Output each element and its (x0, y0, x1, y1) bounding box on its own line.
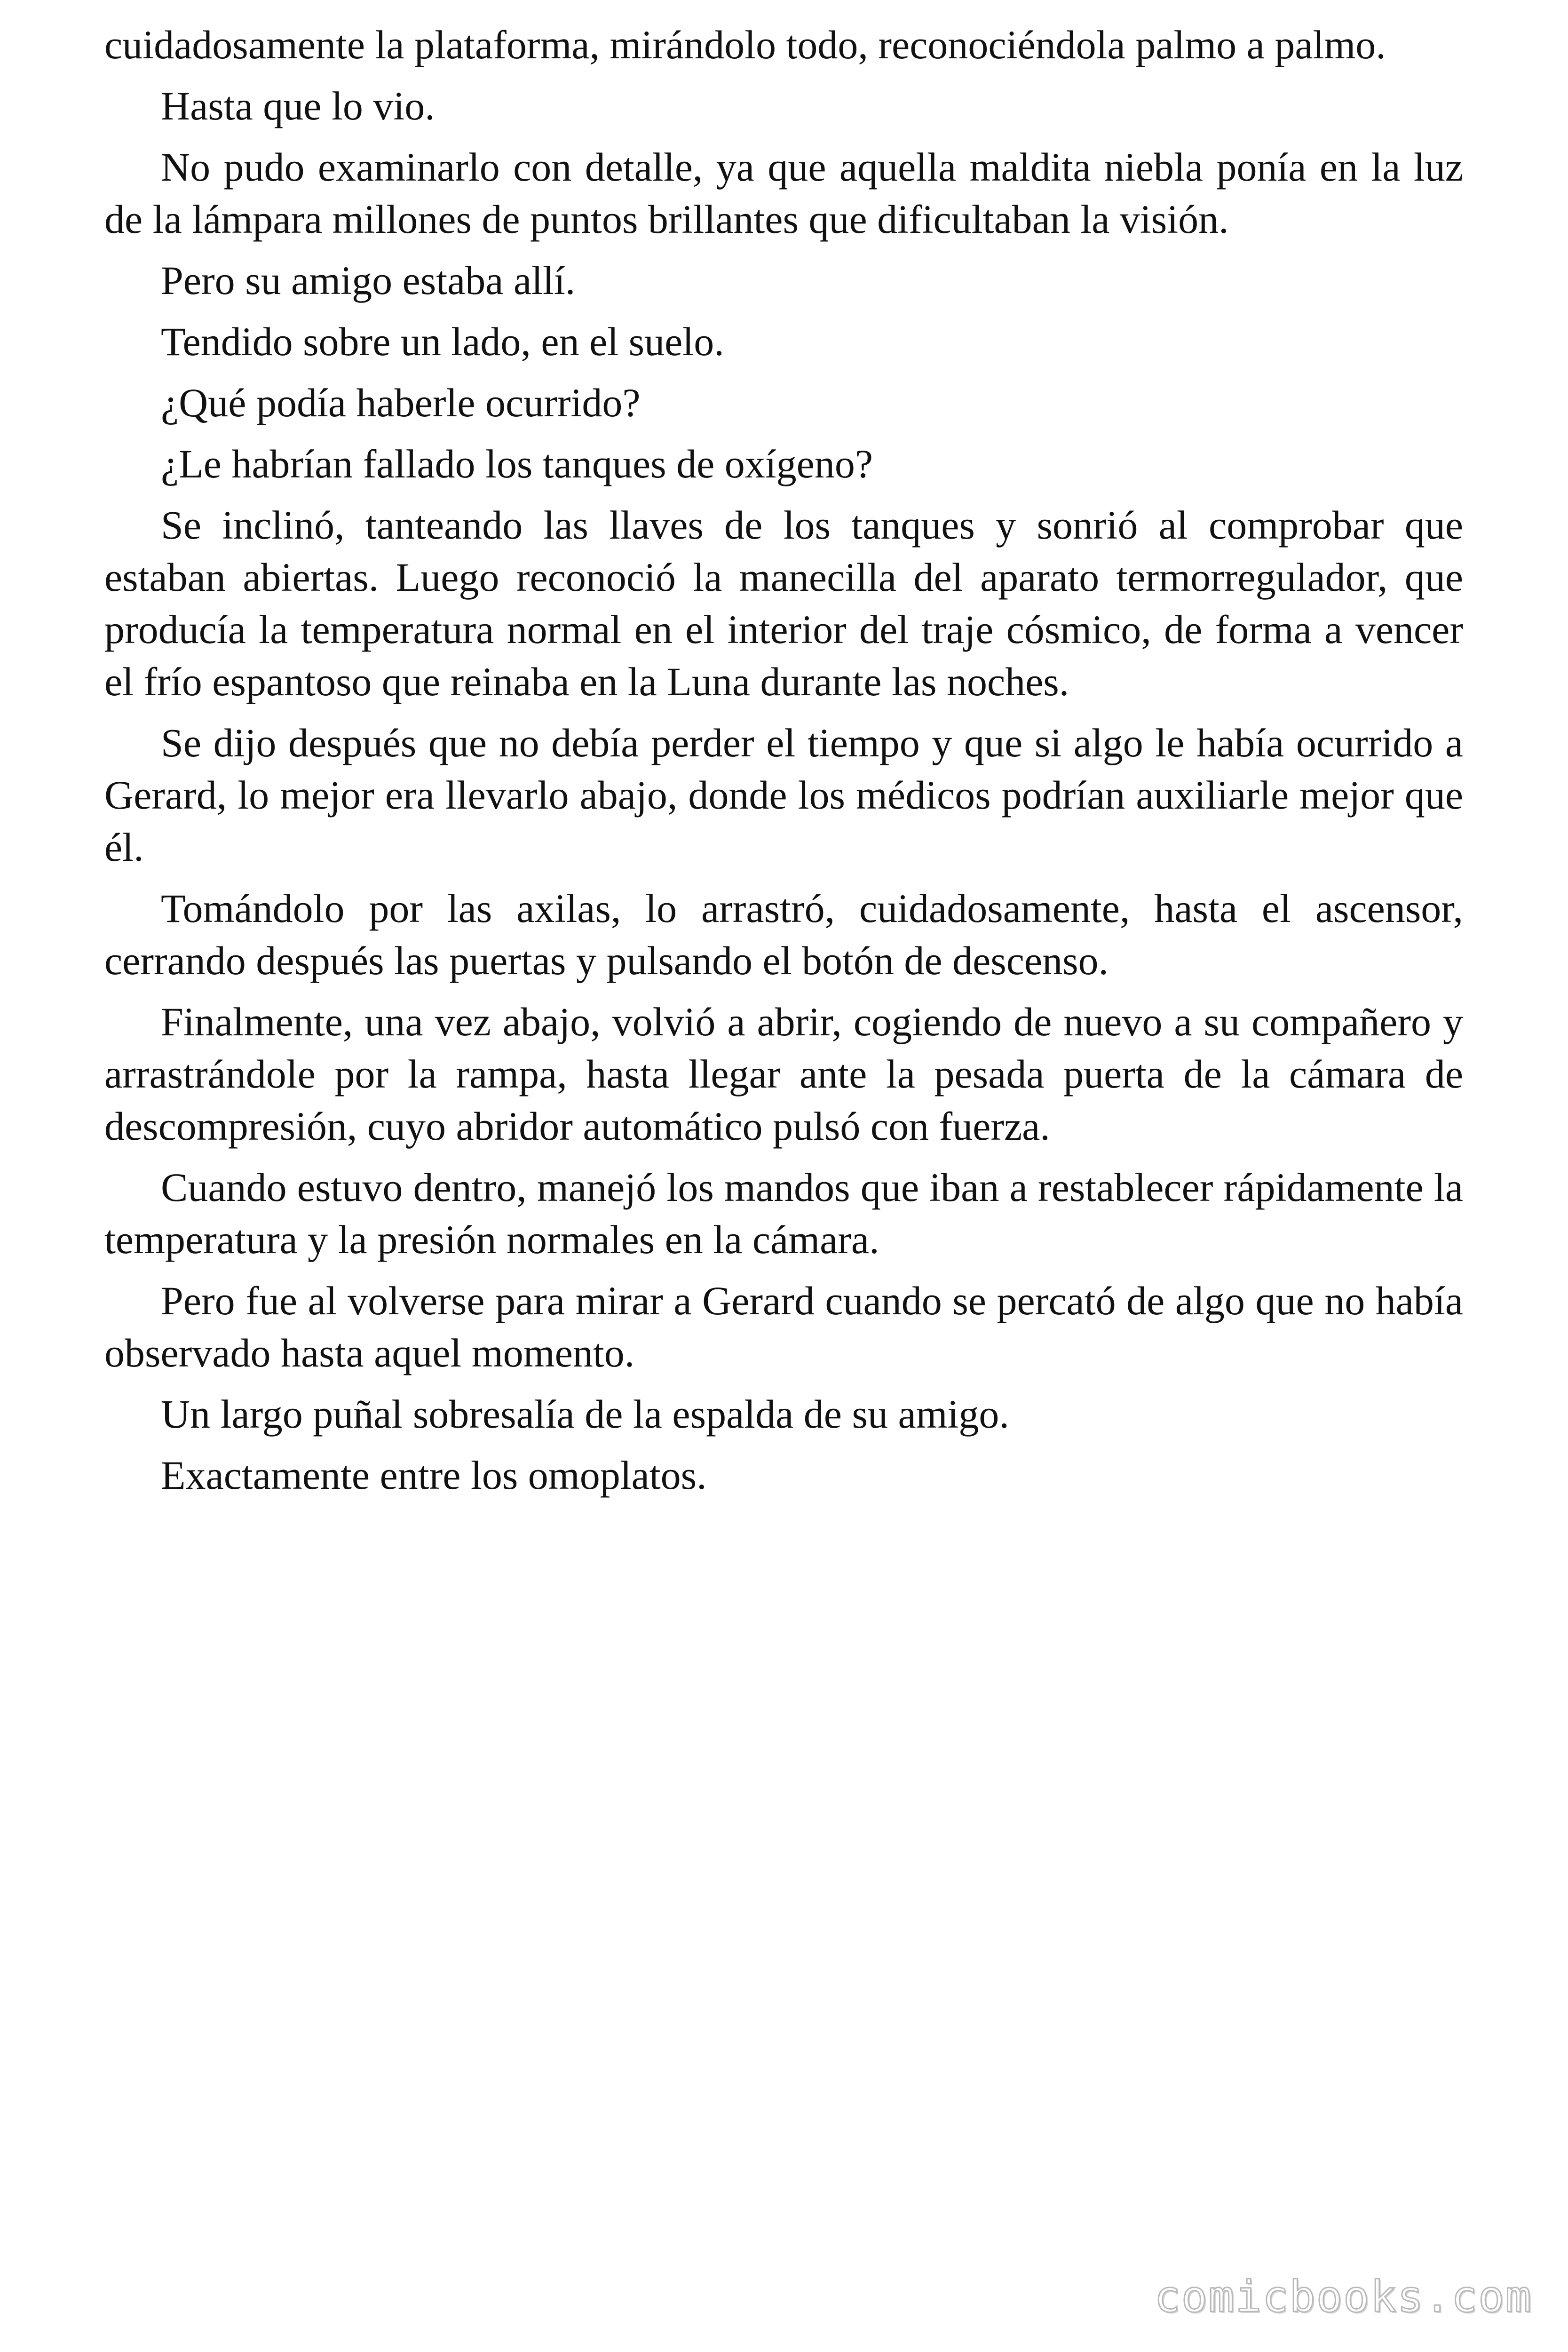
paragraph-8: Se inclinó, tanteando las llaves de los tanques y sonrió al comprobar que estaban abiertas. Luego reconoció la manecilla del aparato termorregulador, que producía la temperatura normal en el interior del traje cósmico, de forma a vencer el frío espantoso que reinaba en la Luna durante las noches. (104, 502, 1463, 704)
watermark: comicbooks.com (1154, 2272, 1532, 2322)
paragraph-1: cuidadosamente la plataforma, mirándolo todo, reconociéndola palmo a palmo. (104, 22, 1386, 67)
paragraph-11: Finalmente, una vez abajo, volvió a abrir, cogiendo de nuevo a su compañero y arrastrándole por la rampa, hasta llegar ante la pesada puerta de la cámara de descompresión, cuyo abridor automático pulsó con fuerza. (104, 999, 1463, 1149)
paragraph-6: ¿Qué podía haberle ocurrido? (161, 380, 641, 425)
paragraph-7: ¿Le habrían fallado los tanques de oxígeno? (161, 441, 873, 486)
paragraph-5: Tendido sobre un lado, en el suelo. (161, 319, 724, 364)
paragraph-3: No pudo examinarlo con detalle, ya que aquella maldita niebla ponía en la luz de la lámpara millones de puntos brillantes que dificultaban la visión. (104, 144, 1463, 242)
paragraph-12: Cuando estuvo dentro, manejó los mandos que iban a restablecer rápidamente la temperatura y la presión normales en la cámara. (104, 1165, 1463, 1262)
paragraph-2: Hasta que lo vio. (161, 83, 435, 128)
paragraph-4: Pero su amigo estaba allí. (161, 258, 576, 303)
paragraph-10: Tomándolo por las axilas, lo arrastró, cuidadosamente, hasta el ascensor, cerrando después las puertas y pulsando el botón de descenso. (104, 886, 1463, 983)
paragraph-13: Pero fue al volverse para mirar a Gerard cuando se percató de algo que no había observado hasta aquel momento. (104, 1278, 1463, 1375)
book-page (104, 19, 1463, 1510)
paragraph-9: Se dijo después que no debía perder el tiempo y que si algo le había ocurrido a Gerard, lo mejor era llevarlo abajo, donde los médicos podrían auxiliarle mejor que él. (104, 720, 1463, 870)
paragraph-15: Exactamente entre los omoplatos. (161, 1453, 707, 1498)
paragraph-14: Un largo puñal sobresalía de la espalda de su amigo. (161, 1391, 1009, 1437)
